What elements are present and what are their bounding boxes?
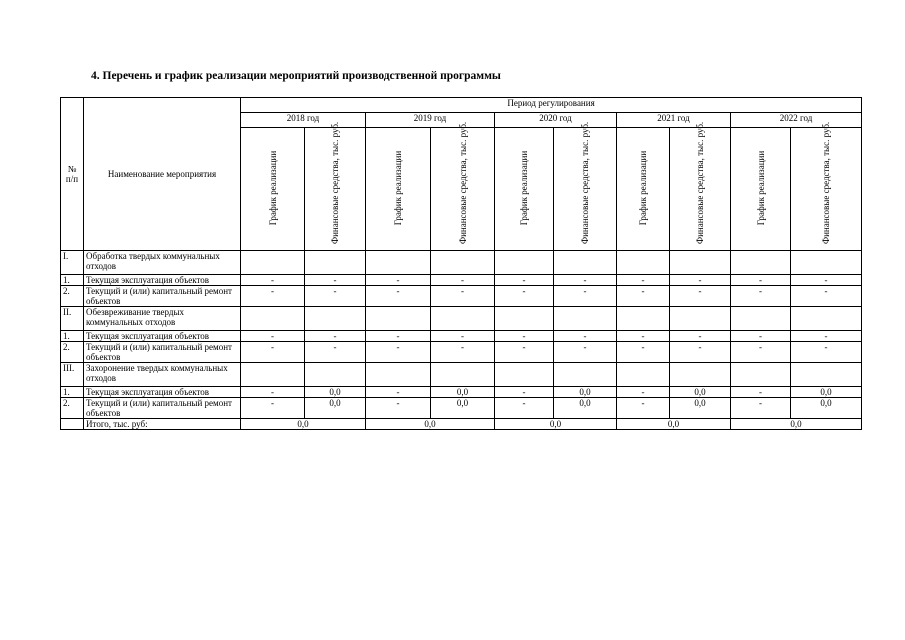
row-cell: - bbox=[617, 275, 670, 286]
header-year-2020: 2020 год bbox=[495, 113, 617, 128]
row-cell: - bbox=[241, 275, 305, 286]
row-cell: 0,0 bbox=[791, 398, 862, 419]
row-cell: - bbox=[495, 286, 554, 307]
row-cell: - bbox=[617, 286, 670, 307]
header-year-2021: 2021 год bbox=[617, 113, 731, 128]
row-number: 1. bbox=[61, 387, 84, 398]
total-value: 0,0 bbox=[731, 419, 862, 430]
row-cell bbox=[670, 363, 731, 387]
row-cell: - bbox=[241, 387, 305, 398]
row-cell: - bbox=[495, 387, 554, 398]
row-cell: - bbox=[554, 331, 617, 342]
row-name: Захоронение твердых коммунальных отходов bbox=[84, 363, 241, 387]
row-cell bbox=[554, 251, 617, 275]
row-cell bbox=[366, 307, 431, 331]
total-row bbox=[61, 419, 862, 430]
row-cell: - bbox=[495, 275, 554, 286]
row-cell bbox=[731, 251, 791, 275]
header-num: № п/п bbox=[61, 98, 84, 251]
row-cell bbox=[495, 307, 554, 331]
row-cell bbox=[366, 251, 431, 275]
row-cell bbox=[305, 307, 366, 331]
row-name: Текущий и (или) капитальный ремонт объектов bbox=[84, 286, 241, 307]
row-cell bbox=[305, 251, 366, 275]
row-cell: - bbox=[791, 342, 862, 363]
section-row bbox=[61, 251, 862, 275]
table-row bbox=[61, 275, 862, 286]
total-value: 0,0 bbox=[366, 419, 495, 430]
header-schedule-4: График реализации bbox=[731, 128, 791, 251]
row-cell bbox=[670, 307, 731, 331]
header-finance-2: Финансовые средства, тыс. руб. bbox=[554, 128, 617, 251]
row-cell bbox=[617, 363, 670, 387]
row-cell bbox=[241, 363, 305, 387]
row-number: 1. bbox=[61, 331, 84, 342]
header-name: Наименование мероприятия bbox=[84, 98, 241, 251]
header-schedule-3: График реализации bbox=[617, 128, 670, 251]
header-finance-3: Финансовые средства, тыс. руб. bbox=[670, 128, 731, 251]
row-cell bbox=[731, 307, 791, 331]
row-cell: - bbox=[241, 286, 305, 307]
row-cell: 0,0 bbox=[670, 398, 731, 419]
row-cell: - bbox=[791, 275, 862, 286]
row-cell bbox=[731, 363, 791, 387]
table-row bbox=[61, 331, 862, 342]
row-cell: 0,0 bbox=[670, 387, 731, 398]
row-cell bbox=[241, 251, 305, 275]
row-cell: - bbox=[431, 275, 495, 286]
row-cell: - bbox=[366, 286, 431, 307]
row-cell: - bbox=[305, 275, 366, 286]
row-cell: - bbox=[431, 331, 495, 342]
row-number: 2. bbox=[61, 398, 84, 419]
row-cell bbox=[554, 307, 617, 331]
row-name: Обезвреживание твердых коммунальных отходов bbox=[84, 307, 241, 331]
header-year-2022: 2022 год bbox=[731, 113, 862, 128]
row-cell: - bbox=[495, 398, 554, 419]
row-cell: - bbox=[670, 331, 731, 342]
row-number: 2. bbox=[61, 342, 84, 363]
row-cell: - bbox=[617, 398, 670, 419]
header-schedule-1: График реализации bbox=[366, 128, 431, 251]
row-cell bbox=[495, 363, 554, 387]
row-cell: 0,0 bbox=[554, 387, 617, 398]
row-cell: - bbox=[791, 286, 862, 307]
header-year-2018: 2018 год bbox=[241, 113, 366, 128]
row-name: Текущая эксплуатация объектов bbox=[84, 387, 241, 398]
table-row bbox=[61, 286, 862, 307]
row-cell bbox=[791, 251, 862, 275]
row-name: Текущий и (или) капитальный ремонт объектов bbox=[84, 342, 241, 363]
row-cell bbox=[617, 251, 670, 275]
header-finance-1: Финансовые средства, тыс. руб. bbox=[431, 128, 495, 251]
row-cell: - bbox=[366, 275, 431, 286]
row-cell: - bbox=[366, 331, 431, 342]
row-cell: - bbox=[241, 398, 305, 419]
row-cell: - bbox=[366, 398, 431, 419]
row-cell bbox=[431, 363, 495, 387]
row-cell: - bbox=[305, 342, 366, 363]
total-empty bbox=[61, 419, 84, 430]
row-cell: - bbox=[554, 342, 617, 363]
row-cell: - bbox=[305, 331, 366, 342]
table-row bbox=[61, 398, 862, 419]
row-cell: - bbox=[617, 331, 670, 342]
row-cell: - bbox=[791, 331, 862, 342]
section-row bbox=[61, 307, 862, 331]
row-cell: - bbox=[366, 387, 431, 398]
row-cell: - bbox=[305, 286, 366, 307]
row-cell: - bbox=[731, 331, 791, 342]
section-heading: 4. Перечень и график реализации мероприятий производственной программы bbox=[91, 70, 501, 82]
row-cell: - bbox=[617, 342, 670, 363]
row-name: Обработка твердых коммунальных отходов bbox=[84, 251, 241, 275]
header-period: Период регулирования bbox=[241, 98, 862, 113]
header-schedule-2: График реализации bbox=[495, 128, 554, 251]
row-cell: - bbox=[241, 331, 305, 342]
row-cell: - bbox=[670, 342, 731, 363]
total-value: 0,0 bbox=[617, 419, 731, 430]
row-name: Текущая эксплуатация объектов bbox=[84, 275, 241, 286]
row-cell bbox=[495, 251, 554, 275]
row-cell: - bbox=[731, 387, 791, 398]
row-cell: - bbox=[554, 286, 617, 307]
row-cell: - bbox=[554, 275, 617, 286]
row-cell bbox=[431, 307, 495, 331]
row-cell: - bbox=[431, 342, 495, 363]
row-number: 1. bbox=[61, 275, 84, 286]
row-name: Текущая эксплуатация объектов bbox=[84, 331, 241, 342]
row-cell: - bbox=[731, 286, 791, 307]
row-number: II. bbox=[61, 307, 84, 331]
row-cell: - bbox=[366, 342, 431, 363]
total-value: 0,0 bbox=[495, 419, 617, 430]
row-cell: 0,0 bbox=[305, 387, 366, 398]
section-row bbox=[61, 363, 862, 387]
header-schedule-0: График реализации bbox=[241, 128, 305, 251]
row-cell bbox=[241, 307, 305, 331]
row-cell: 0,0 bbox=[431, 398, 495, 419]
table-row bbox=[61, 387, 862, 398]
row-cell bbox=[670, 251, 731, 275]
row-number: III. bbox=[61, 363, 84, 387]
row-cell: - bbox=[670, 286, 731, 307]
row-cell: - bbox=[731, 398, 791, 419]
row-cell: - bbox=[431, 286, 495, 307]
row-cell: - bbox=[241, 342, 305, 363]
row-cell: - bbox=[670, 275, 731, 286]
row-cell: - bbox=[731, 342, 791, 363]
table-row bbox=[61, 342, 862, 363]
header-finance-0: Финансовые средства, тыс. руб. bbox=[305, 128, 366, 251]
row-number: I. bbox=[61, 251, 84, 275]
row-cell: 0,0 bbox=[791, 387, 862, 398]
row-cell bbox=[366, 363, 431, 387]
row-cell bbox=[431, 251, 495, 275]
total-value: 0,0 bbox=[241, 419, 366, 430]
row-cell: - bbox=[731, 275, 791, 286]
row-cell: 0,0 bbox=[554, 398, 617, 419]
row-name: Текущий и (или) капитальный ремонт объектов bbox=[84, 398, 241, 419]
row-number: 2. bbox=[61, 286, 84, 307]
row-cell bbox=[617, 307, 670, 331]
header-year-2019: 2019 год bbox=[366, 113, 495, 128]
row-cell bbox=[305, 363, 366, 387]
row-cell: 0,0 bbox=[431, 387, 495, 398]
row-cell: - bbox=[617, 387, 670, 398]
row-cell: 0,0 bbox=[305, 398, 366, 419]
row-cell bbox=[554, 363, 617, 387]
total-label: Итого, тыс. руб: bbox=[84, 419, 241, 430]
row-cell: - bbox=[495, 331, 554, 342]
row-cell bbox=[791, 363, 862, 387]
row-cell bbox=[791, 307, 862, 331]
row-cell: - bbox=[495, 342, 554, 363]
program-schedule-table bbox=[60, 97, 862, 430]
header-finance-4: Финансовые средства, тыс. руб. bbox=[791, 128, 862, 251]
